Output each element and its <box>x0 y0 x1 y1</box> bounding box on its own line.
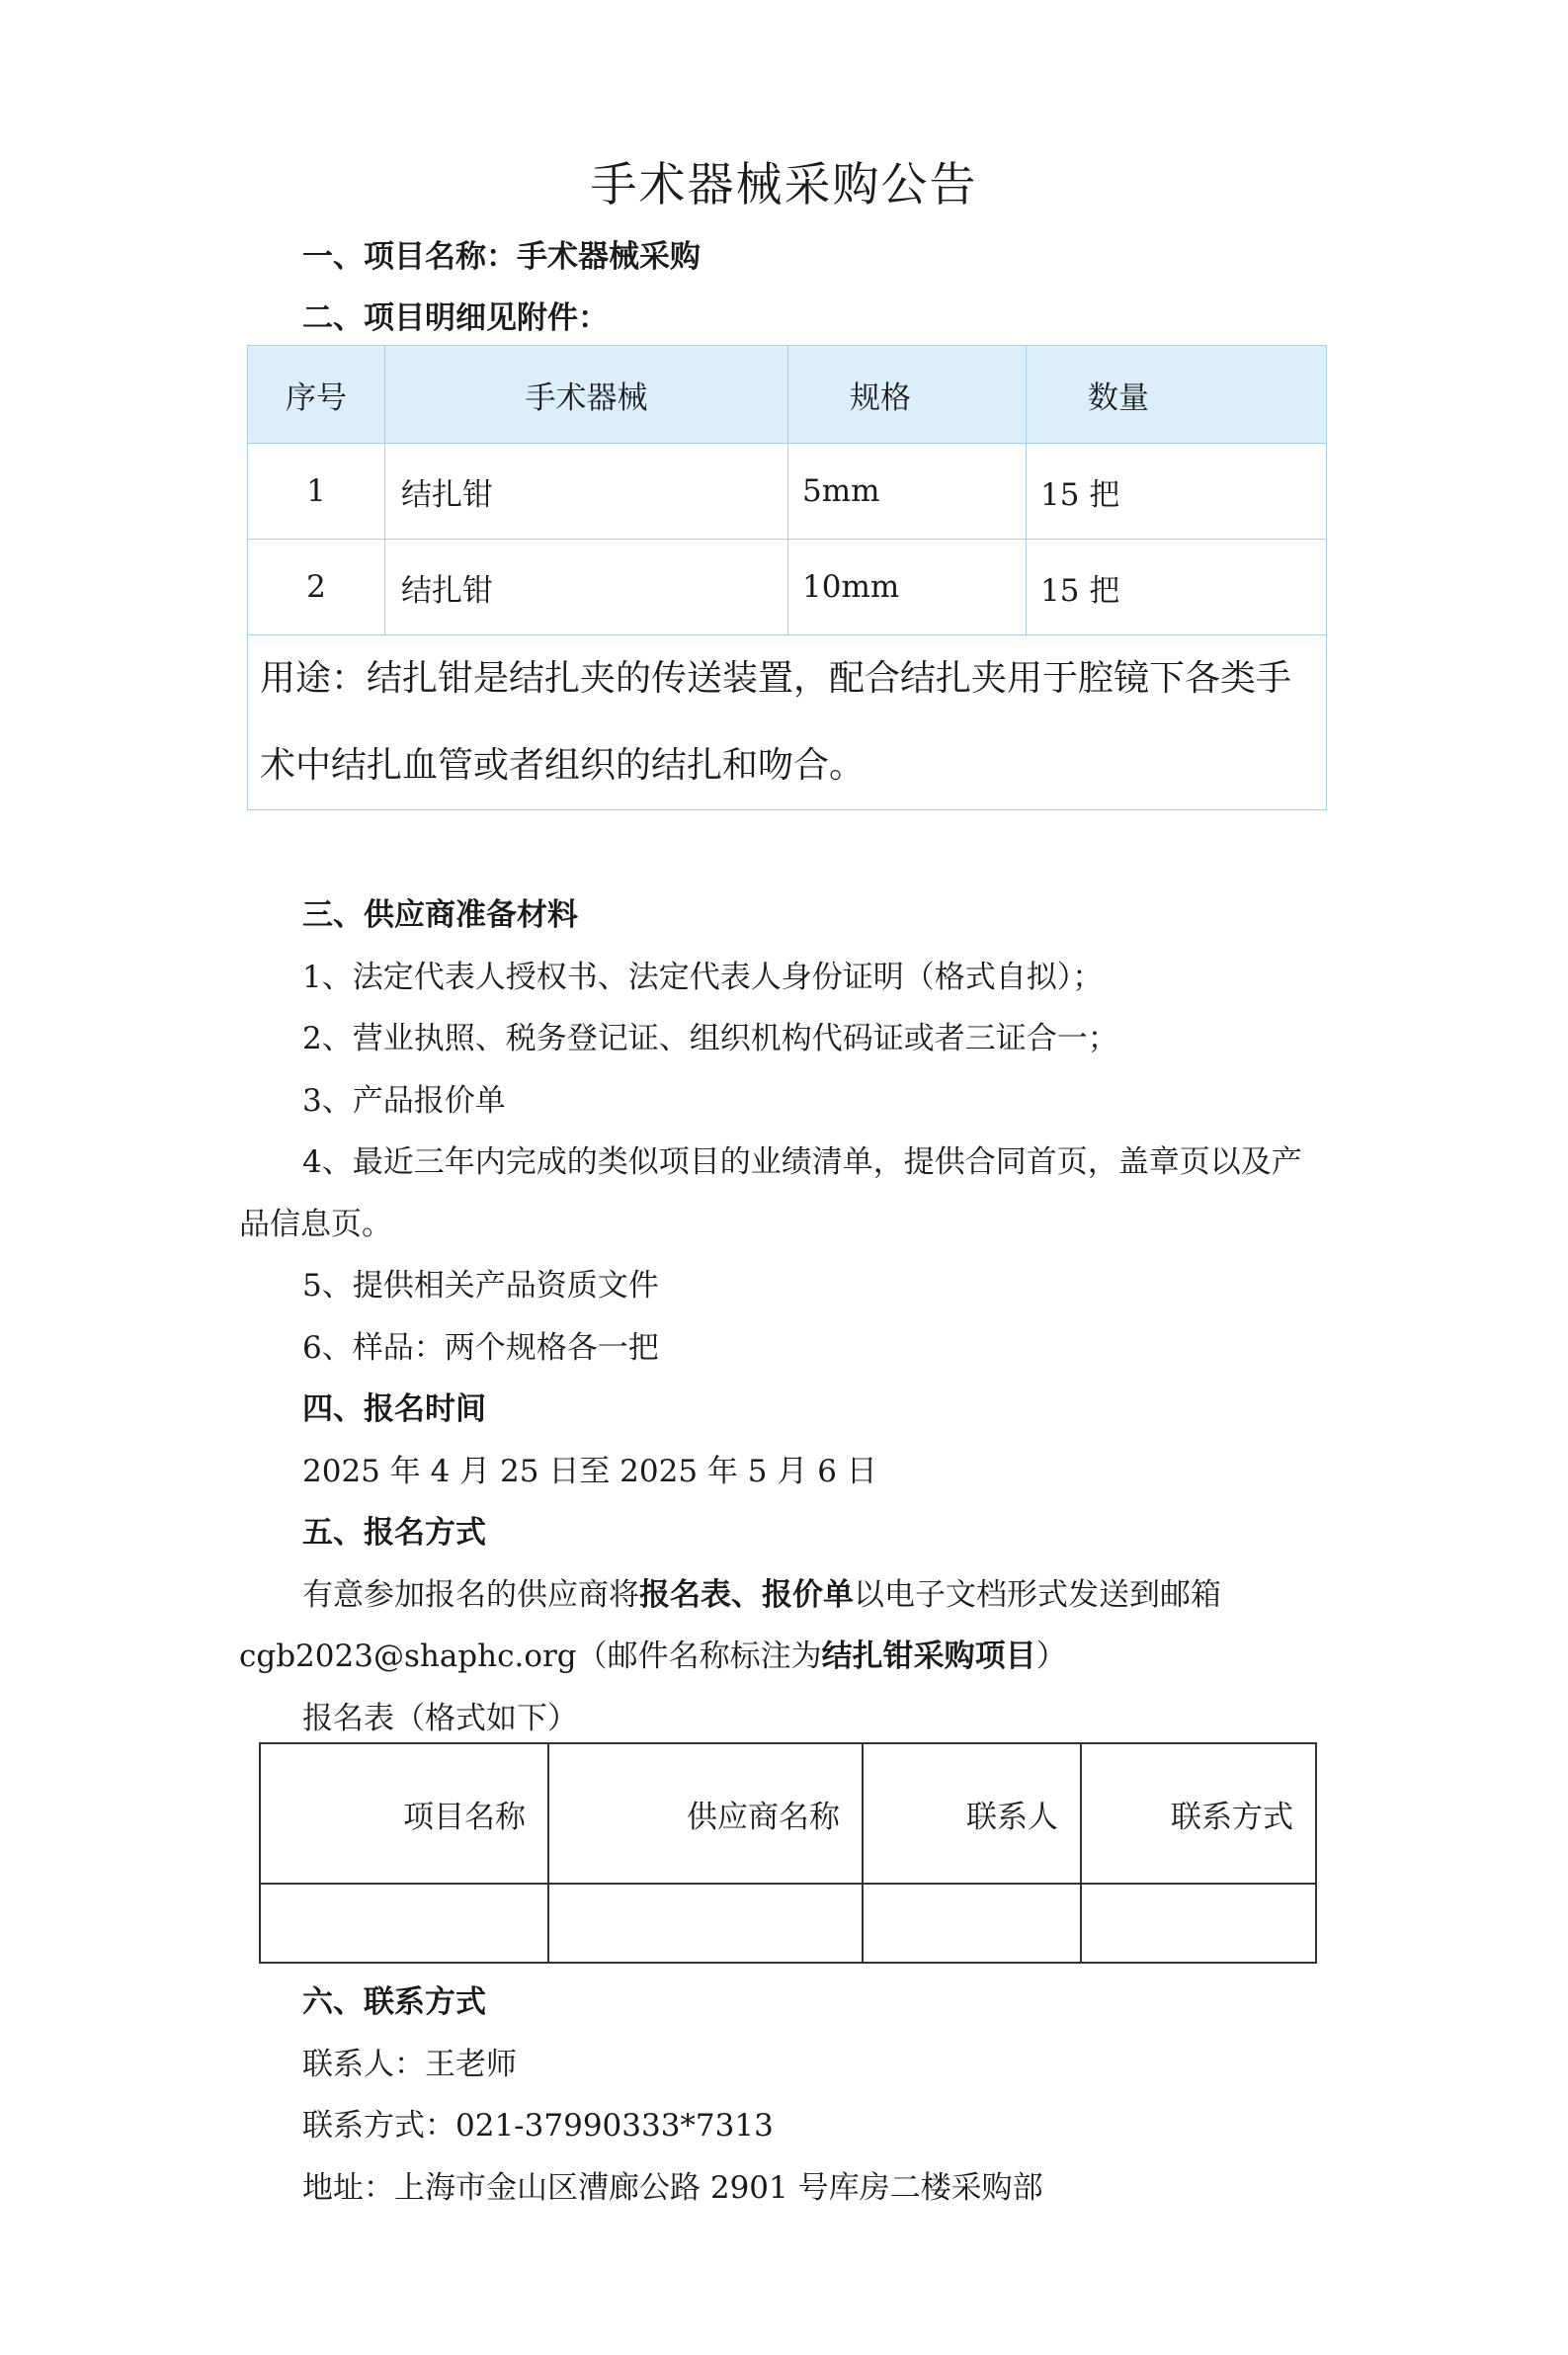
form-header-supplier: 供应商名称 <box>548 1743 863 1884</box>
form-header-row <box>260 1743 1316 1884</box>
form-cell <box>260 1884 548 1963</box>
supplier-materials-heading: 三、供应商准备材料 <box>302 897 578 933</box>
instrument-qty: 15 把 <box>1027 444 1327 540</box>
form-caption: 报名表（格式如下） <box>302 1701 578 1736</box>
registration-email-line <box>239 1631 1067 1675</box>
contact-person: 联系人：王老师 <box>302 2047 517 2082</box>
items-table-header-row <box>248 346 1327 444</box>
material-item-continuation: 品信息页。 <box>239 1207 392 1242</box>
project-details-heading: 二、项目明细见附件： <box>302 300 609 336</box>
instrument-qty: 15 把 <box>1027 540 1327 635</box>
instrument-spec: 10mm <box>788 540 1027 635</box>
items-table <box>247 345 1327 810</box>
registration-method-line <box>302 1569 1221 1614</box>
page-title: 手术器械采购公告 <box>590 158 978 212</box>
form-header-contact: 联系人 <box>863 1743 1081 1884</box>
email-address-text: cgb2023@shaphc.org（邮件名称标注为 <box>239 1639 822 1674</box>
material-item: 3、产品报价单 <box>302 1083 506 1119</box>
usage-row <box>248 635 1327 810</box>
form-cell <box>1081 1884 1316 1963</box>
registration-method-heading: 五、报名方式 <box>302 1515 486 1551</box>
column-header-no: 序号 <box>248 346 385 444</box>
contact-address: 地址：上海市金山区漕廊公路 2901 号库房二楼采购部 <box>302 2170 1043 2206</box>
column-header-spec: 规格 <box>788 346 1027 444</box>
material-item: 5、提供相关产品资质文件 <box>302 1268 659 1304</box>
material-item: 1、法定代表人授权书、法定代表人身份证明（格式自拟）； <box>302 960 1104 995</box>
table-row <box>248 444 1327 540</box>
email-subject-bold: 结扎钳采购项目 <box>821 1639 1036 1674</box>
method-text: 有意参加报名的供应商将 <box>302 1577 639 1613</box>
usage-description: 用途：结扎钳是结扎夹的传送装置，配合结扎夹用于腔镜下各类手术中结扎血管或者组织的结扎和吻合。 <box>248 635 1327 810</box>
column-header-instrument: 手术器械 <box>385 346 788 444</box>
form-cell <box>548 1884 863 1963</box>
registration-form-table <box>259 1742 1317 1964</box>
form-header-project: 项目名称 <box>260 1743 548 1884</box>
method-bold-text: 报名表、报价单 <box>639 1577 854 1613</box>
table-row <box>248 540 1327 635</box>
material-item: 4、最近三年内完成的类似项目的业绩清单，提供合同首页，盖章页以及产 <box>302 1144 1302 1180</box>
registration-time: 2025 年 4 月 25 日至 2025 年 5 月 6 日 <box>302 1454 877 1489</box>
email-text-close: ） <box>1035 1639 1067 1674</box>
contact-phone: 联系方式：021-37990333*7313 <box>302 2108 774 2144</box>
row-number: 1 <box>248 444 385 540</box>
method-text: 以电子文档形式发送到邮箱 <box>854 1577 1221 1613</box>
project-name-heading: 一、项目名称：手术器械采购 <box>302 239 701 275</box>
row-number: 2 <box>248 540 385 635</box>
registration-time-heading: 四、报名时间 <box>302 1391 486 1427</box>
contact-info-heading: 六、联系方式 <box>302 1984 486 2020</box>
form-header-phone: 联系方式 <box>1081 1743 1316 1884</box>
form-cell <box>863 1884 1081 1963</box>
instrument-name: 结扎钳 <box>385 540 788 635</box>
form-empty-row <box>260 1884 1316 1963</box>
material-item: 6、样品：两个规格各一把 <box>302 1330 659 1366</box>
instrument-name: 结扎钳 <box>385 444 788 540</box>
material-item: 2、营业执照、税务登记证、组织机构代码证或者三证合一； <box>302 1021 1118 1056</box>
column-header-qty: 数量 <box>1027 346 1327 444</box>
instrument-spec: 5mm <box>788 444 1027 540</box>
